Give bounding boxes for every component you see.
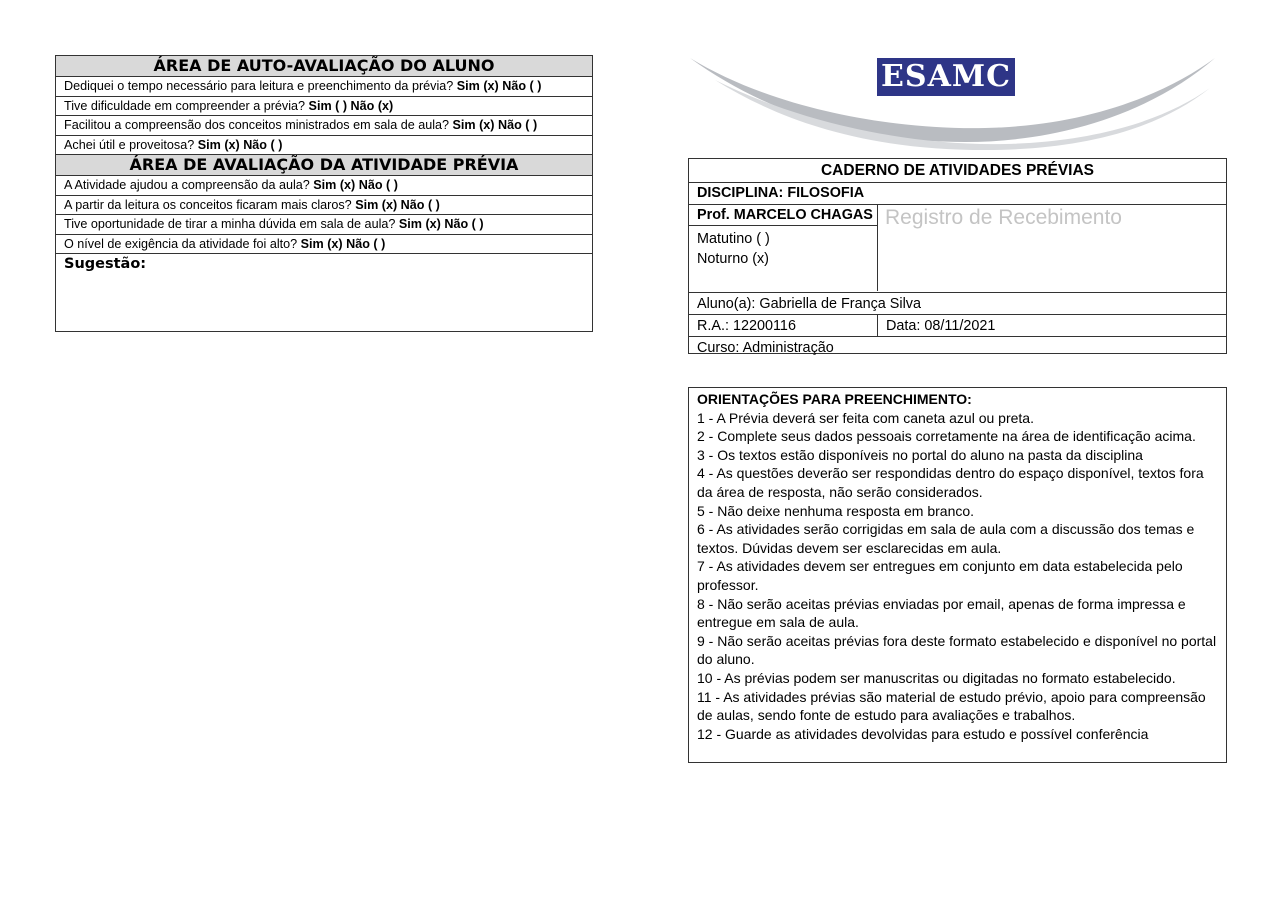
answer-text: Sim (x) Não ( ) bbox=[452, 118, 538, 132]
self-eval-row bbox=[56, 97, 592, 117]
guideline-item: 11 - As atividades prévias são material de estudo prévio, apoio para compreensão de aulas, sendo fonte de estudo para avaliações e trabalhos. bbox=[697, 688, 1206, 724]
question-text: Tive oportunidade de tirar a minha dúvida em sala de aula? bbox=[64, 217, 396, 231]
activity-eval-row bbox=[56, 196, 592, 216]
submission-date: Data: 08/11/2021 bbox=[877, 315, 995, 336]
esamc-logo: ESAMC bbox=[877, 58, 1015, 96]
guideline-item: 2 - Complete seus dados pessoais corretamente na área de identificação acima. bbox=[697, 428, 1196, 445]
logo-area bbox=[685, 50, 1225, 150]
activity-eval-row bbox=[56, 235, 592, 255]
guideline-item: 12 - Guarde as atividades devolvidas para estudo e possível conferência bbox=[697, 725, 1149, 742]
question-text: Achei útil e proveitosa? bbox=[64, 137, 195, 152]
shift-morning: Matutino ( ) bbox=[697, 231, 770, 247]
answer-text: Sim (x) Não ( ) bbox=[300, 236, 386, 251]
header-card bbox=[688, 158, 1227, 354]
answer-text: Sim (x) Não ( ) bbox=[398, 217, 484, 231]
guideline-item: 5 - Não deixe nenhuma resposta em branco. bbox=[697, 502, 975, 519]
guideline-item: 3 - Os textos estão disponíveis no portal do aluno na pasta da disciplina bbox=[697, 446, 1143, 463]
activity-eval-row bbox=[56, 176, 592, 196]
question-text: Tive dificuldade em compreender a prévia? bbox=[64, 98, 306, 113]
self-eval-row bbox=[56, 136, 592, 156]
guideline-item: 9 - Não serão aceitas prévias fora deste formato estabelecido e disponível no portal do aluno. bbox=[697, 632, 1217, 668]
professor-name: Prof. MARCELO CHAGAS bbox=[689, 205, 877, 226]
student-name: Aluno(a): Gabriella de França Silva bbox=[689, 293, 1226, 315]
receipt-stamp-placeholder: Registro de Recebimento bbox=[885, 206, 1122, 229]
course: Curso: Administração bbox=[697, 340, 834, 356]
guideline-item: 6 - As atividades serão corrigidas em sala de aula com a discussão dos temas e textos. Dúvidas devem ser esclarecidas em aula. bbox=[697, 521, 1195, 556]
self-eval-row bbox=[56, 116, 592, 136]
guideline-item: 1 - A Prévia deverá ser feita com caneta azul ou preta. bbox=[697, 409, 1034, 426]
student-ra: R.A.: 12200116 bbox=[697, 318, 796, 334]
self-eval-title: ÁREA DE AUTO-AVALIAÇÃO DO ALUNO bbox=[56, 56, 592, 77]
answer-text: Sim (x) Não ( ) bbox=[197, 137, 283, 152]
answer-text: Sim (x) Não ( ) bbox=[456, 79, 542, 93]
notebook-title: CADERNO DE ATIVIDADES PRÉVIAS bbox=[689, 159, 1226, 183]
professor-section bbox=[689, 205, 1226, 293]
guideline-item: 7 - As atividades devem ser entregues em conjunto em data estabelecida pelo professor. bbox=[697, 558, 1183, 593]
ra-date-row bbox=[689, 315, 1226, 337]
question-text: Facilitou a compreensão dos conceitos ministrados em sala de aula? bbox=[64, 118, 450, 132]
guideline-item: 10 - As prévias podem ser manuscritas ou digitadas no formato estabelecido. bbox=[697, 669, 1176, 686]
guideline-item: 8 - Não serão aceitas prévias enviadas por email, apenas de forma impressa e entregue em sala de aula. bbox=[697, 595, 1186, 631]
shift-night: Noturno (x) bbox=[697, 251, 769, 267]
guidelines-title: ORIENTAÇÕES PARA PREENCHIMENTO: bbox=[697, 391, 972, 407]
activity-eval-row bbox=[56, 215, 592, 235]
guidelines-box bbox=[688, 387, 1227, 763]
evaluation-table bbox=[55, 55, 593, 332]
answer-text: Sim (x) Não ( ) bbox=[313, 178, 398, 192]
professor-shift bbox=[689, 205, 878, 291]
activity-eval-title: ÁREA DE AVALIAÇÃO DA ATIVIDADE PRÉVIA bbox=[56, 155, 592, 176]
question-text: O nível de exigência da atividade foi alto? bbox=[64, 236, 298, 251]
question-text: A partir da leitura os conceitos ficaram mais claros? bbox=[64, 197, 352, 212]
discipline: DISCIPLINA: FILOSOFIA bbox=[689, 183, 1226, 205]
self-eval-row bbox=[56, 77, 592, 97]
guideline-item: 4 - As questões deverão ser respondidas dentro do espaço disponível, textos fora da área de resposta, não serão considerados. bbox=[697, 465, 1204, 500]
question-text: Dediquei o tempo necessário para leitura e preenchimento da prévia? bbox=[64, 79, 454, 93]
answer-text: Sim ( ) Não (x) bbox=[308, 98, 394, 113]
question-text: A Atividade ajudou a compreensão da aula? bbox=[64, 178, 310, 192]
suggestion-label: Sugestão: bbox=[64, 256, 147, 272]
answer-text: Sim (x) Não ( ) bbox=[355, 197, 440, 212]
